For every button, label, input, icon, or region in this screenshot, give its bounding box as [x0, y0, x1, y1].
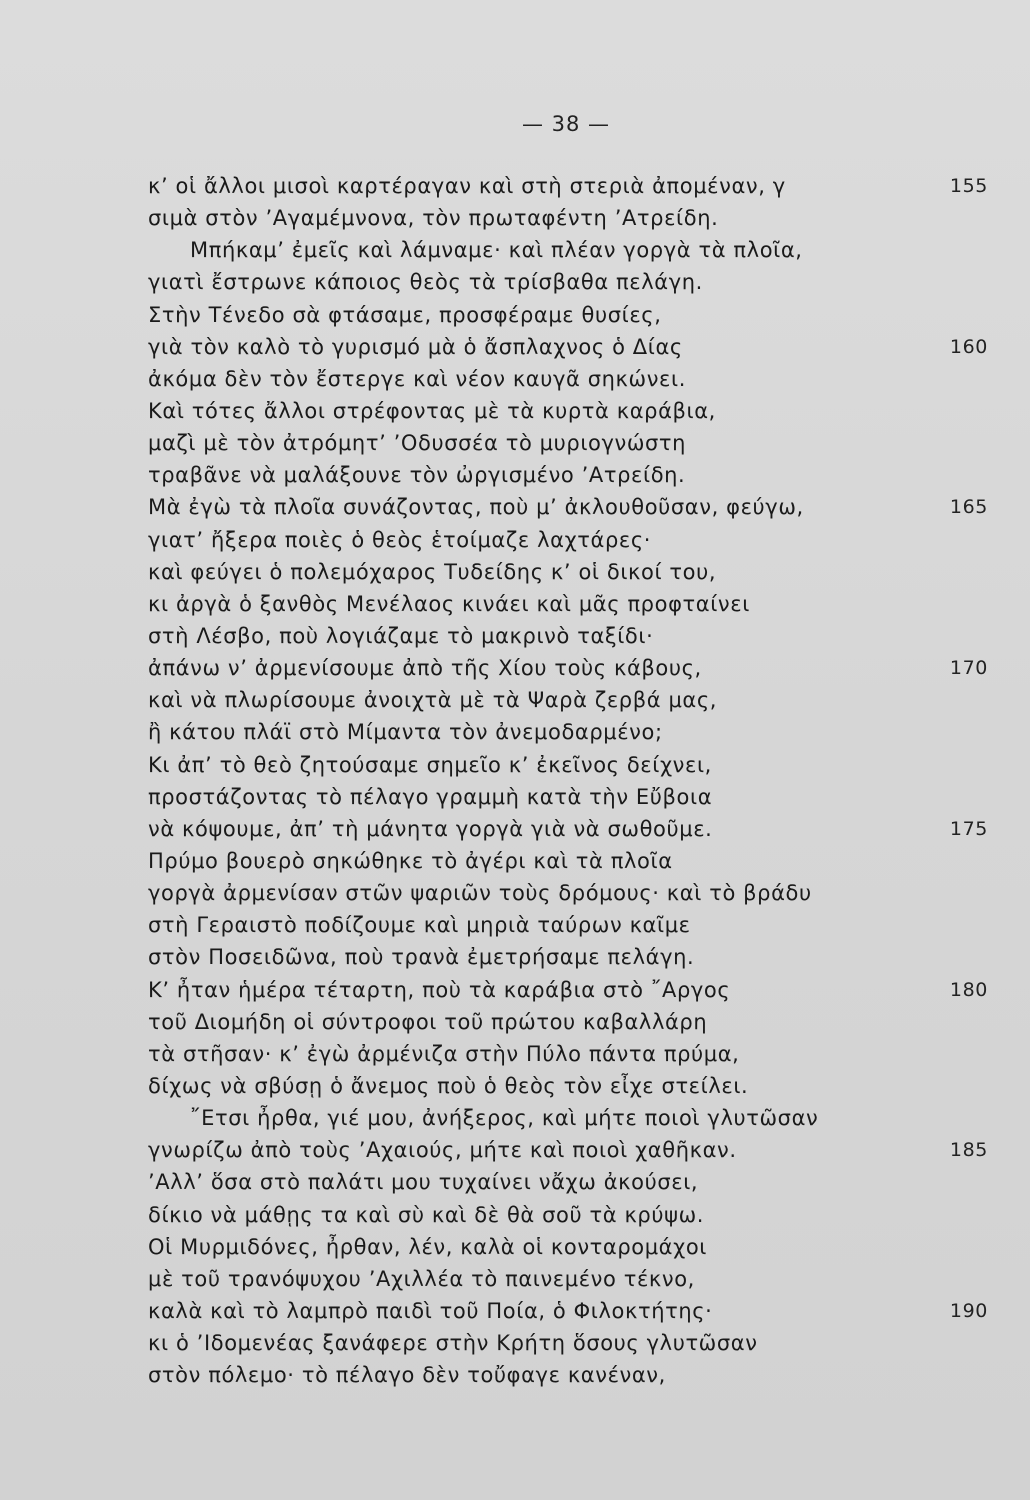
verse-text: στὸν Ποσειδῶνα, ποὺ τρανὰ ἐμετρήσαμε πελάγη. — [148, 945, 695, 970]
verse-line — [148, 1295, 998, 1327]
verse-line — [148, 266, 998, 298]
verse-text: γιὰ τὸν καλὸ τὸ γυρισμό μὰ ὁ ἄσπλαχνος ὁ Δίας — [148, 334, 683, 359]
verse-text: τὰ στῆσαν· κ’ ἐγὼ ἀρμένιζα στὴν Πύλο πάντα πρύμα, — [148, 1041, 740, 1066]
verse-line — [148, 524, 998, 556]
verse-text: ῎Ετσι ἦρθα, γιέ μου, ἀνήξερος, καὶ μήτε ποιοὶ γλυτῶσαν — [190, 1106, 819, 1131]
verse-line — [148, 941, 998, 973]
verse-line — [148, 909, 998, 941]
verse-text: σιμὰ στὸν ’Αγαμέμνονα, τὸν πρωταφέντη ’Ατρείδη. — [148, 206, 719, 231]
verse-line — [148, 491, 998, 523]
verse-line — [148, 1263, 998, 1295]
verse-line — [148, 1327, 998, 1359]
verse-text: τοῦ Διομήδη οἱ σύντροφοι τοῦ πρώτου καβαλλάρη — [148, 1009, 708, 1034]
verse-line — [148, 620, 998, 652]
poem-text — [148, 170, 998, 1391]
verse-number: 170 — [949, 657, 988, 680]
verse-text: Μπήκαμ’ ἐμεῖς καὶ λάμναμε· καὶ πλέαν γοργὰ τὰ πλοῖα, — [190, 238, 803, 263]
verse-line — [148, 202, 998, 234]
verse-text: τραβᾶνε νὰ μαλάξουνε τὸν ὠργισμένο ’Ατρείδη. — [148, 463, 686, 488]
verse-line — [148, 1070, 998, 1102]
verse-line — [148, 556, 998, 588]
verse-text: καὶ νὰ πλωρίσουμε ἀνοιχτὰ μὲ τὰ Ψαρὰ ζερβά μας, — [148, 688, 718, 713]
verse-number: 160 — [949, 335, 988, 358]
verse-text: προστάζοντας τὸ πέλαγο γραμμὴ κατὰ τὴν Εὔβοια — [148, 784, 713, 809]
verse-text: μαζὶ μὲ τὸν ἀτρόμητ’ ’Οδυσσέα τὸ μυριογνώστη — [148, 431, 687, 456]
verse-number: 155 — [949, 175, 988, 197]
verse-number: 185 — [949, 1139, 988, 1162]
verse-line — [148, 1359, 998, 1391]
verse-line — [148, 1006, 998, 1038]
verse-text: Κι ἀπ’ τὸ θεὸ ζητούσαμε σημεῖο κ’ ἐκεῖνος δείχνει, — [148, 752, 712, 777]
verse-text: δίκιο νὰ μάθῃς τα καὶ σὺ καὶ δὲ θὰ σοῦ τὰ κρύψω. — [148, 1202, 705, 1227]
verse-number: 180 — [949, 978, 988, 1001]
verse-line — [148, 781, 998, 813]
verse-line — [148, 170, 998, 202]
verse-text: καλὰ καὶ τὸ λαμπρὸ παιδὶ τοῦ Ποία, ὁ Φιλοκτήτης· — [148, 1298, 713, 1323]
verse-number: 165 — [949, 496, 988, 519]
verse-line — [148, 588, 998, 620]
verse-text: ἀκόμα δὲν τὸν ἔστεργε καὶ νέον καυγᾶ σηκώνει. — [148, 366, 686, 391]
verse-text: Μὰ ἐγὼ τὰ πλοῖα συνάζοντας, ποὺ μ’ ἀκλουθοῦσαν, φεύγω, — [148, 495, 804, 520]
verse-line — [148, 1199, 998, 1231]
verse-line — [148, 234, 998, 266]
verse-text: Στὴν Τένεδο σὰ φτάσαμε, προσφέραμε θυσίες, — [148, 302, 662, 327]
verse-line — [148, 749, 998, 781]
verse-text: ’Αλλ’ ὅσα στὸ παλάτι μου τυχαίνει νἄχω ἀκούσει, — [148, 1170, 699, 1195]
verse-line — [148, 716, 998, 748]
verse-text: δίχως νὰ σβύσῃ ὁ ἄνεμος ποὺ ὁ θεὸς τὸν εἶχε στείλει. — [148, 1073, 749, 1098]
verse-text: γνωρίζω ἀπὸ τοὺς ’Αχαιούς, μήτε καὶ ποιοὶ χαθῆκαν. — [148, 1138, 737, 1163]
verse-line — [148, 845, 998, 877]
verse-line — [148, 684, 998, 716]
verse-text: στὸν πόλεμο· τὸ πέλαγο δὲν τοὔφαγε κανέναν, — [148, 1363, 666, 1388]
verse-line — [148, 974, 998, 1006]
verse-text: νὰ κόψουμε, ἀπ’ τὴ μάνητα γοργὰ γιὰ νὰ σωθοῦμε. — [148, 816, 713, 841]
verse-line — [148, 299, 998, 331]
verse-number: 190 — [949, 1299, 988, 1322]
verse-line — [148, 363, 998, 395]
verse-text: γιατ’ ἤξερα ποιὲς ὁ θεὸς ἑτοίμαζε λαχτάρες· — [148, 527, 652, 552]
verse-text: Πρύμο βουερὸ σηκώθηκε τὸ ἀγέρι καὶ τὰ πλοῖα — [148, 848, 673, 873]
verse-line — [148, 1166, 998, 1198]
verse-number: 175 — [949, 817, 988, 840]
verse-text: κι ἀργὰ ὁ ξανθὸς Μενέλαος κινάει καὶ μᾶς προφταίνει — [148, 591, 750, 616]
verse-text: Καὶ τότες ἄλλοι στρέφοντας μὲ τὰ κυρτὰ καράβια, — [148, 398, 716, 423]
verse-line — [148, 877, 998, 909]
verse-line — [148, 459, 998, 491]
verse-line — [148, 1038, 998, 1070]
verse-text: κ’ οἱ ἄλλοι μισοὶ καρτέραγαν καὶ στὴ στεριὰ ἀπομέναν, γ — [148, 174, 786, 198]
verse-text: στὴ Γεραιστὸ ποδίζουμε καὶ μηριὰ ταύρων καῖμε — [148, 913, 691, 938]
verse-text: κι ὁ ’Ιδομενέας ξανάφερε στὴν Κρήτη ὅσους γλυτῶσαν — [148, 1331, 758, 1356]
verse-line — [148, 331, 998, 363]
verse-line — [148, 1102, 998, 1134]
verse-line — [148, 427, 998, 459]
verse-text: γιατὶ ἔστρωνε κάποιος θεὸς τὰ τρίσβαθα πελάγη. — [148, 270, 703, 295]
verse-line — [148, 652, 998, 684]
page-number: — 38 — — [521, 112, 611, 136]
verse-text: καὶ φεύγει ὁ πολεμόχαρος Τυδείδης κ’ οἱ δικοί του, — [148, 559, 717, 584]
verse-line — [148, 813, 998, 845]
verse-line — [148, 395, 998, 427]
verse-text: ἢ κάτου πλάϊ στὸ Μίμαντα τὸν ἀνεμοδαρμένο; — [148, 720, 663, 745]
verse-text: γοργὰ ἀρμενίσαν στῶν ψαριῶν τοὺς δρόμους· καὶ τὸ βράδυ — [148, 881, 812, 906]
verse-line — [148, 1134, 998, 1166]
verse-text: μὲ τοῦ τρανόψυχου ’Αχιλλέα τὸ παινεμένο τέκνο, — [148, 1266, 695, 1291]
verse-text: Οἱ Μυρμιδόνες, ἦρθαν, λέν, καλὰ οἱ κονταρομάχοι — [148, 1234, 708, 1259]
verse-text: ἀπάνω ν’ ἀρμενίσουμε ἀπὸ τῆς Χίου τοὺς κάβους, — [148, 656, 702, 681]
verse-text: Κ’ ἦταν ἡμέρα τέταρτη, ποὺ τὰ καράβια στὸ ῎Αργος — [148, 977, 731, 1002]
verse-line — [148, 1231, 998, 1263]
verse-text: στὴ Λέσβο, ποὺ λογιάζαμε τὸ μακρινὸ ταξίδι· — [148, 623, 654, 648]
